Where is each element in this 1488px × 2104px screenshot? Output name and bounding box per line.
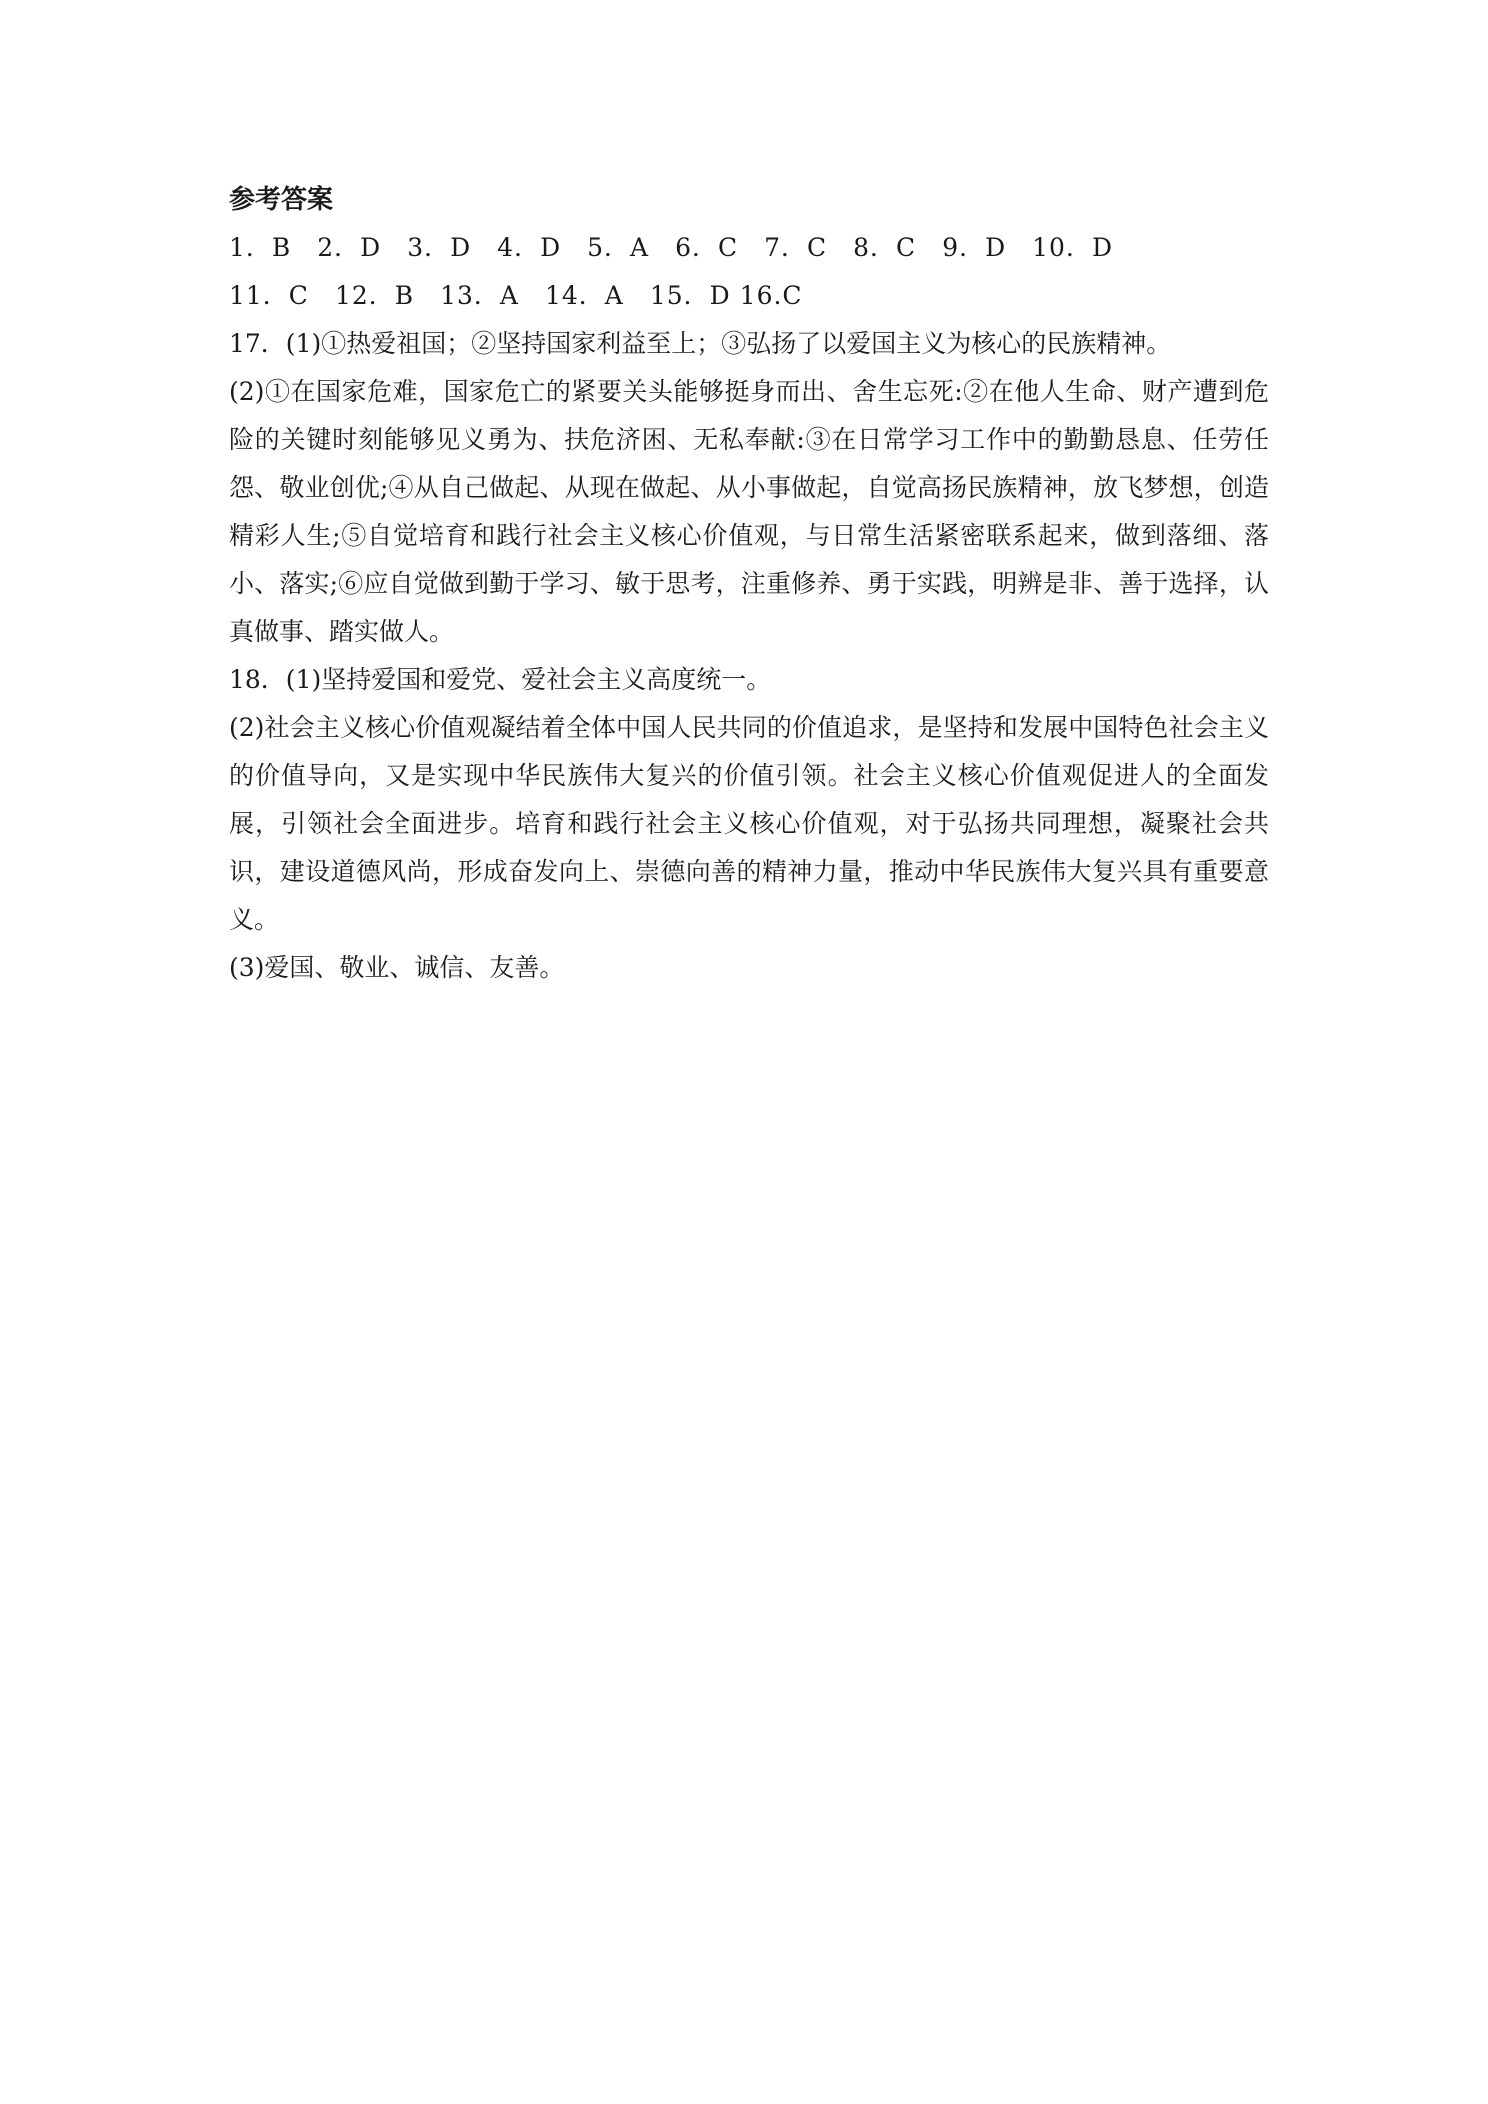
- choice-answers-row-2: 11．C 12．B 13．A 14．A 15．D 16.C: [229, 281, 803, 310]
- choice-answers-row-1: 1．B 2．D 3．D 4．D 5．A 6．C 7．C 8．C 9．D 10．D: [229, 233, 1113, 262]
- q18-part-1: 18．(1)坚持爱国和爱党、爱社会主义高度统一。: [229, 665, 772, 694]
- q18-part-3: (3)爱国、敬业、诚信、友善。: [229, 953, 565, 982]
- answer-content: [229, 176, 1269, 992]
- page-title: 参考答案: [229, 185, 334, 215]
- q17-part-1: 17．(1)①热爱祖国；②坚持国家利益至上；③弘扬了以爱国主义为核心的民族精神。: [229, 329, 1172, 358]
- q18-part-2: (2)社会主义核心价值观凝结着全体中国人民共同的价值追求，是坚持和发展中国特色社会主义的价值导向，又是实现中华民族伟大复兴的价值引领。社会主义核心价值观促进人的全面发展，引领社会全面进步。培育和践行社会主义核心价值观，对于弘扬共同理想，凝聚社会共识，建设道德风尚，形成奋发向上、崇德向善的精神力量，推动中华民族伟大复兴具有重要意义。: [229, 713, 1269, 934]
- q17-part-2: (2)①在国家危难，国家危亡的紧要关头能够挺身而出、舍生忘死:②在他人生命、财产遭到危险的关键时刻能够见义勇为、扶危济困、无私奉献:③在日常学习工作中的勤勤恳息、任劳任怨、敬业创优;④从自己做起、从现在做起、从小事做起，自觉高扬民族精神，放飞梦想，创造精彩人生;⑤自觉培育和践行社会主义核心价值观，与日常生活紧密联系起来，做到落细、落小、落实;⑥应自觉做到勤于学习、敏于思考，注重修养、勇于实践，明辨是非、善于选择，认真做事、踏实做人。: [229, 377, 1269, 646]
